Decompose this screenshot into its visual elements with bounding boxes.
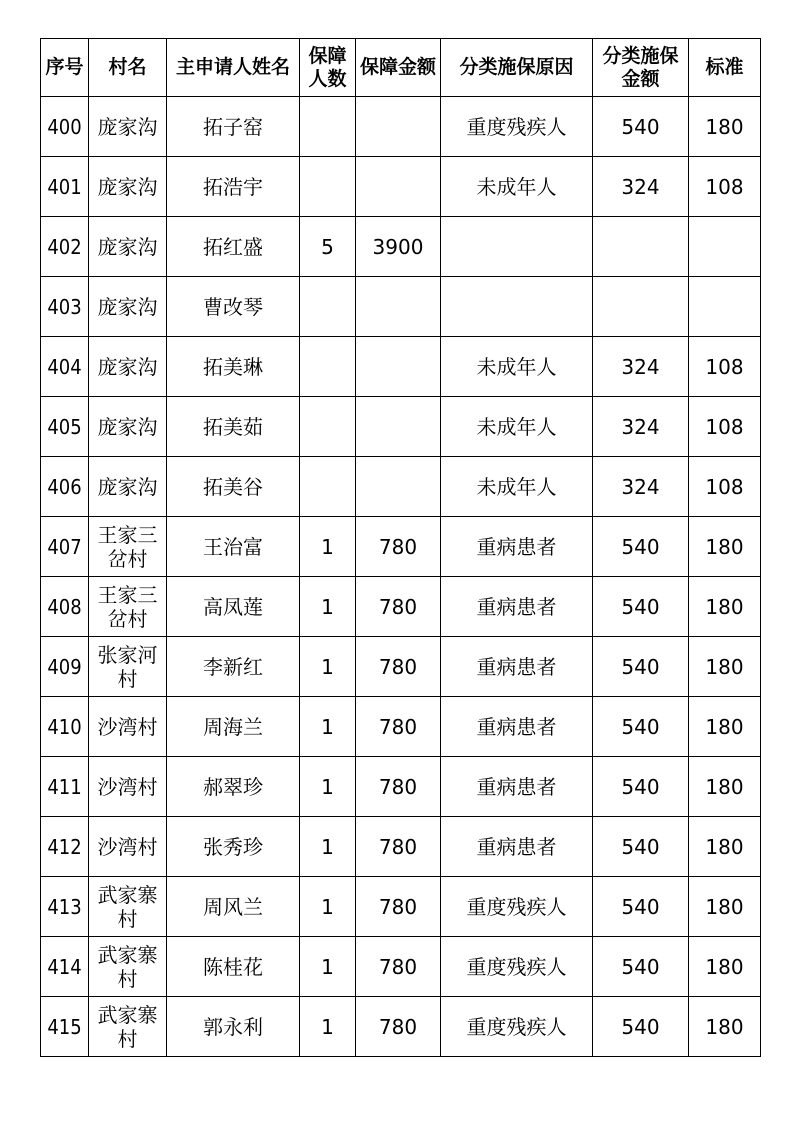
cell-guarantee-count: 1: [300, 997, 356, 1057]
cell-classified-reason: 重度残疾人: [441, 997, 593, 1057]
cell-village: 王家三岔村: [89, 517, 167, 577]
table-row: [41, 517, 761, 577]
table-row: [41, 397, 761, 457]
cell-guarantee-amount: [356, 337, 441, 397]
cell-classified-amount: 540: [593, 877, 689, 937]
cell-village: 沙湾村: [89, 697, 167, 757]
cell-guarantee-count: 5: [300, 217, 356, 277]
table-row: [41, 217, 761, 277]
header-classified-reason: 分类施保原因: [441, 39, 593, 97]
cell-classified-reason: 重病患者: [441, 757, 593, 817]
assistance-roster-table: [40, 38, 761, 1057]
cell-classified-amount: 540: [593, 697, 689, 757]
cell-guarantee-amount: 780: [356, 637, 441, 697]
cell-standard: 180: [689, 997, 761, 1057]
table-row: [41, 997, 761, 1057]
cell-village: 武家寨村: [89, 937, 167, 997]
cell-classified-amount: 324: [593, 457, 689, 517]
cell-standard: 180: [689, 757, 761, 817]
cell-guarantee-count: 1: [300, 577, 356, 637]
cell-classified-amount: 540: [593, 817, 689, 877]
cell-guarantee-amount: 3900: [356, 217, 441, 277]
cell-serial: 403: [41, 277, 89, 337]
cell-classified-amount: [593, 277, 689, 337]
cell-classified-reason: 未成年人: [441, 157, 593, 217]
cell-village: 庞家沟: [89, 217, 167, 277]
header-serial: 序号: [41, 39, 89, 97]
cell-classified-amount: 540: [593, 997, 689, 1057]
cell-serial: 404: [41, 337, 89, 397]
cell-guarantee-count: [300, 337, 356, 397]
header-village: 村名: [89, 39, 167, 97]
cell-classified-amount: 540: [593, 637, 689, 697]
cell-guarantee-amount: [356, 157, 441, 217]
cell-serial: 413: [41, 877, 89, 937]
cell-serial: 407: [41, 517, 89, 577]
cell-guarantee-count: [300, 277, 356, 337]
header-classified-amount: 分类施保金额: [593, 39, 689, 97]
cell-guarantee-count: [300, 397, 356, 457]
cell-classified-reason: [441, 217, 593, 277]
cell-serial: 410: [41, 697, 89, 757]
cell-classified-amount: 540: [593, 97, 689, 157]
cell-village: 庞家沟: [89, 337, 167, 397]
cell-classified-amount: 540: [593, 937, 689, 997]
cell-standard: 108: [689, 157, 761, 217]
cell-classified-amount: 324: [593, 337, 689, 397]
header-row: [41, 39, 761, 97]
cell-standard: 180: [689, 877, 761, 937]
table-row: [41, 97, 761, 157]
cell-standard: 180: [689, 577, 761, 637]
cell-applicant: 张秀珍: [167, 817, 300, 877]
cell-standard: 108: [689, 457, 761, 517]
cell-classified-reason: [441, 277, 593, 337]
cell-village: 武家寨村: [89, 997, 167, 1057]
cell-serial: 414: [41, 937, 89, 997]
cell-applicant: 拓子窑: [167, 97, 300, 157]
cell-guarantee-count: [300, 157, 356, 217]
cell-classified-reason: 重度残疾人: [441, 97, 593, 157]
cell-guarantee-count: 1: [300, 517, 356, 577]
cell-standard: 180: [689, 637, 761, 697]
table-row: [41, 937, 761, 997]
cell-guarantee-amount: 780: [356, 997, 441, 1057]
header-guarantee-amount: 保障金额: [356, 39, 441, 97]
cell-standard: 180: [689, 937, 761, 997]
cell-guarantee-amount: [356, 457, 441, 517]
cell-serial: 406: [41, 457, 89, 517]
cell-guarantee-count: 1: [300, 817, 356, 877]
cell-village: 庞家沟: [89, 277, 167, 337]
table-row: [41, 697, 761, 757]
cell-guarantee-amount: 780: [356, 817, 441, 877]
cell-guarantee-amount: 780: [356, 937, 441, 997]
cell-standard: 180: [689, 817, 761, 877]
cell-guarantee-count: [300, 457, 356, 517]
cell-classified-reason: 未成年人: [441, 397, 593, 457]
cell-classified-reason: 重度残疾人: [441, 877, 593, 937]
cell-applicant: 郝翠珍: [167, 757, 300, 817]
cell-applicant: 周风兰: [167, 877, 300, 937]
header-applicant: 主申请人姓名: [167, 39, 300, 97]
cell-standard: 180: [689, 97, 761, 157]
cell-classified-amount: 324: [593, 397, 689, 457]
cell-classified-amount: 324: [593, 157, 689, 217]
cell-classified-reason: 未成年人: [441, 457, 593, 517]
header-guarantee-count: 保障人数: [300, 39, 356, 97]
table-row: [41, 877, 761, 937]
cell-classified-reason: 重病患者: [441, 637, 593, 697]
cell-applicant: 周海兰: [167, 697, 300, 757]
header-standard: 标准: [689, 39, 761, 97]
cell-village: 沙湾村: [89, 817, 167, 877]
table-row: [41, 337, 761, 397]
cell-guarantee-count: 1: [300, 637, 356, 697]
table-row: [41, 817, 761, 877]
cell-classified-reason: 重度残疾人: [441, 937, 593, 997]
cell-guarantee-count: [300, 97, 356, 157]
cell-village: 庞家沟: [89, 397, 167, 457]
cell-classified-amount: 540: [593, 577, 689, 637]
cell-serial: 401: [41, 157, 89, 217]
cell-serial: 411: [41, 757, 89, 817]
cell-village: 王家三岔村: [89, 577, 167, 637]
table-row: [41, 457, 761, 517]
cell-classified-reason: 未成年人: [441, 337, 593, 397]
cell-village: 沙湾村: [89, 757, 167, 817]
cell-guarantee-amount: [356, 277, 441, 337]
cell-serial: 408: [41, 577, 89, 637]
cell-guarantee-amount: [356, 397, 441, 457]
cell-applicant: 拓红盛: [167, 217, 300, 277]
cell-serial: 402: [41, 217, 89, 277]
cell-guarantee-count: 1: [300, 697, 356, 757]
cell-guarantee-count: 1: [300, 877, 356, 937]
cell-classified-amount: 540: [593, 517, 689, 577]
cell-village: 庞家沟: [89, 457, 167, 517]
cell-village: 武家寨村: [89, 877, 167, 937]
cell-classified-amount: 540: [593, 757, 689, 817]
table-row: [41, 277, 761, 337]
cell-standard: 180: [689, 697, 761, 757]
table-header: [41, 39, 761, 97]
cell-classified-reason: 重病患者: [441, 517, 593, 577]
cell-applicant: 高凤莲: [167, 577, 300, 637]
cell-applicant: 拓美琳: [167, 337, 300, 397]
cell-serial: 412: [41, 817, 89, 877]
cell-village: 庞家沟: [89, 97, 167, 157]
table-row: [41, 757, 761, 817]
cell-serial: 415: [41, 997, 89, 1057]
cell-guarantee-count: 1: [300, 937, 356, 997]
cell-guarantee-amount: [356, 97, 441, 157]
cell-guarantee-amount: 780: [356, 517, 441, 577]
cell-applicant: 拓美茹: [167, 397, 300, 457]
cell-applicant: 拓浩宇: [167, 157, 300, 217]
cell-guarantee-amount: 780: [356, 697, 441, 757]
cell-guarantee-count: 1: [300, 757, 356, 817]
cell-standard: [689, 277, 761, 337]
cell-standard: 108: [689, 397, 761, 457]
cell-applicant: 拓美谷: [167, 457, 300, 517]
cell-classified-amount: [593, 217, 689, 277]
cell-standard: [689, 217, 761, 277]
cell-applicant: 郭永利: [167, 997, 300, 1057]
cell-classified-reason: 重病患者: [441, 577, 593, 637]
cell-guarantee-amount: 780: [356, 757, 441, 817]
cell-applicant: 王治富: [167, 517, 300, 577]
cell-guarantee-amount: 780: [356, 877, 441, 937]
cell-applicant: 陈桂花: [167, 937, 300, 997]
cell-serial: 405: [41, 397, 89, 457]
cell-applicant: 李新红: [167, 637, 300, 697]
cell-standard: 108: [689, 337, 761, 397]
cell-standard: 180: [689, 517, 761, 577]
cell-guarantee-amount: 780: [356, 577, 441, 637]
cell-village: 庞家沟: [89, 157, 167, 217]
table-row: [41, 577, 761, 637]
table-row: [41, 637, 761, 697]
cell-applicant: 曹改琴: [167, 277, 300, 337]
cell-classified-reason: 重病患者: [441, 817, 593, 877]
table-row: [41, 157, 761, 217]
cell-serial: 409: [41, 637, 89, 697]
table-body: [41, 97, 761, 1057]
cell-village: 张家河村: [89, 637, 167, 697]
cell-serial: 400: [41, 97, 89, 157]
cell-classified-reason: 重病患者: [441, 697, 593, 757]
